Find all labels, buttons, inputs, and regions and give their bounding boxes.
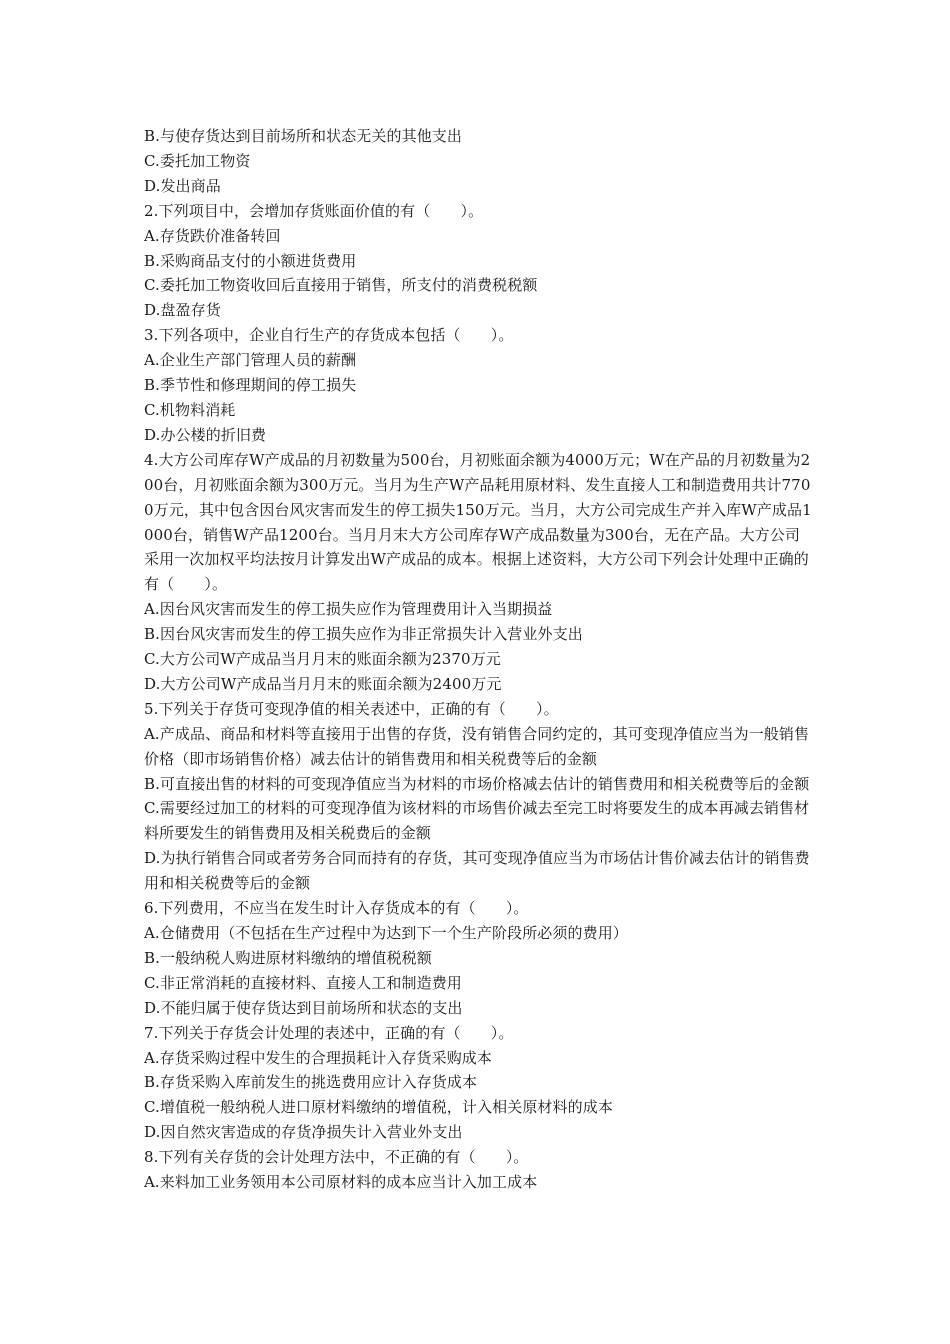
option-line: C.增值税一般纳税人进口原材料缴纳的增值税，计入相关原材料的成本	[144, 1098, 613, 1117]
option-line: B.存货采购入库前发生的挑选费用应计入存货成本	[144, 1073, 478, 1092]
option-line: C.需要经过加工的材料的可变现净值为该材料的市场售价减去至完工时将要发生的成本再减去销售材料所要发生的销售费用及相关税费后的金额	[144, 799, 810, 843]
option-line: D.大方公司W产成品当月月末的账面余额为2400万元	[144, 674, 502, 693]
option-line: B.采购商品支付的小额进货费用	[144, 251, 357, 270]
option-line: A.仓储费用（不包括在生产过程中为达到下一个生产阶段所必须的费用）	[144, 924, 628, 942]
question-line: 7.下列关于存货会计处理的表述中，正确的有（ ）。	[144, 1023, 514, 1042]
option-line: B.季节性和修理期间的停工损失	[144, 376, 357, 395]
question-line: 5.下列关于存货可变现净值的相关表述中，正确的有（ ）。	[144, 699, 559, 718]
option-line: D.为执行销售合同或者劳务合同而持有的存货，其可变现净值应当为市场估计售价减去估计的销售费用和相关税费等后的金额	[144, 849, 810, 893]
option-line: C.机物料消耗	[144, 400, 236, 419]
option-line: A.来料加工业务领用本公司原材料的成本应当计入加工成本	[144, 1173, 538, 1192]
option-line: C.委托加工物资	[144, 151, 251, 170]
option-line: B.与使存货达到目前场所和状态无关的其他支出	[144, 127, 462, 145]
option-line: D.盘盈存货	[144, 301, 221, 320]
question-line: 3.下列各项中，企业自行生产的存货成本包括（ ）。	[144, 326, 514, 345]
option-line: D.不能归属于使存货达到目前场所和状态的支出	[144, 998, 463, 1017]
option-line: D.办公楼的折旧费	[144, 425, 267, 444]
option-line: C.委托加工物资收回后直接用于销售，所支付的消费税税额	[144, 276, 538, 295]
option-line: C.大方公司W产成品当月月末的账面余额为2370万元	[144, 650, 501, 669]
question-line: 4.大方公司库存W产成品的月初数量为500台，月初账面余额为4000万元；W在产品的月初数量为200台，月初账面余额为300万元。当月为生产W产品耗用原材料、发生直接人工和制造费用共计7700万元，其中包含因台风灾害而发生的停工损失150万元。当月，大方公司完成生产并入库W产成品1000台，销售W产品1200台。当月月末大方公司库存W产成品数量为300台，无在产品。大方公司采用一次加权平均法按月计算发出W产成品的成本。根据上述资料，大方公司下列会计处理中正确的有（ ）。	[144, 450, 812, 594]
question-line: 2.下列项目中，会增加存货账面价值的有（ ）。	[144, 201, 484, 220]
option-line: B.一般纳税人购进原材料缴纳的增值税税额	[144, 948, 432, 967]
option-line: C.非正常消耗的直接材料、直接人工和制造费用	[144, 973, 462, 992]
document-body	[144, 124, 812, 1195]
question-line: 6.下列费用，不应当在发生时计入存货成本的有（ ）。	[144, 899, 529, 918]
option-line: B.因台风灾害而发生的停工损失应作为非正常损失计入营业外支出	[144, 625, 583, 644]
question-line: 8.下列有关存货的会计处理方法中，不正确的有（ ）。	[144, 1148, 529, 1167]
option-line: A.因台风灾害而发生的停工损失应作为管理费用计入当期损益	[144, 600, 553, 619]
option-line: B.可直接出售的材料的可变现净值应当为材料的市场价格减去估计的销售费用和相关税费等后的金额	[144, 774, 810, 793]
option-line: D.因自然灾害造成的存货净损失计入营业外支出	[144, 1123, 463, 1142]
option-line: A.存货采购过程中发生的合理损耗计入存货采购成本	[144, 1048, 493, 1067]
option-line: A.产成品、商品和材料等直接用于出售的存货，没有销售合同约定的，其可变现净值应当为一般销售价格（即市场销售价格）减去估计的销售费用和相关税费等后的金额	[144, 724, 810, 768]
option-line: A.企业生产部门管理人员的薪酬	[144, 351, 357, 370]
option-line: A.存货跌价准备转回	[144, 226, 281, 245]
option-line: D.发出商品	[144, 176, 221, 195]
